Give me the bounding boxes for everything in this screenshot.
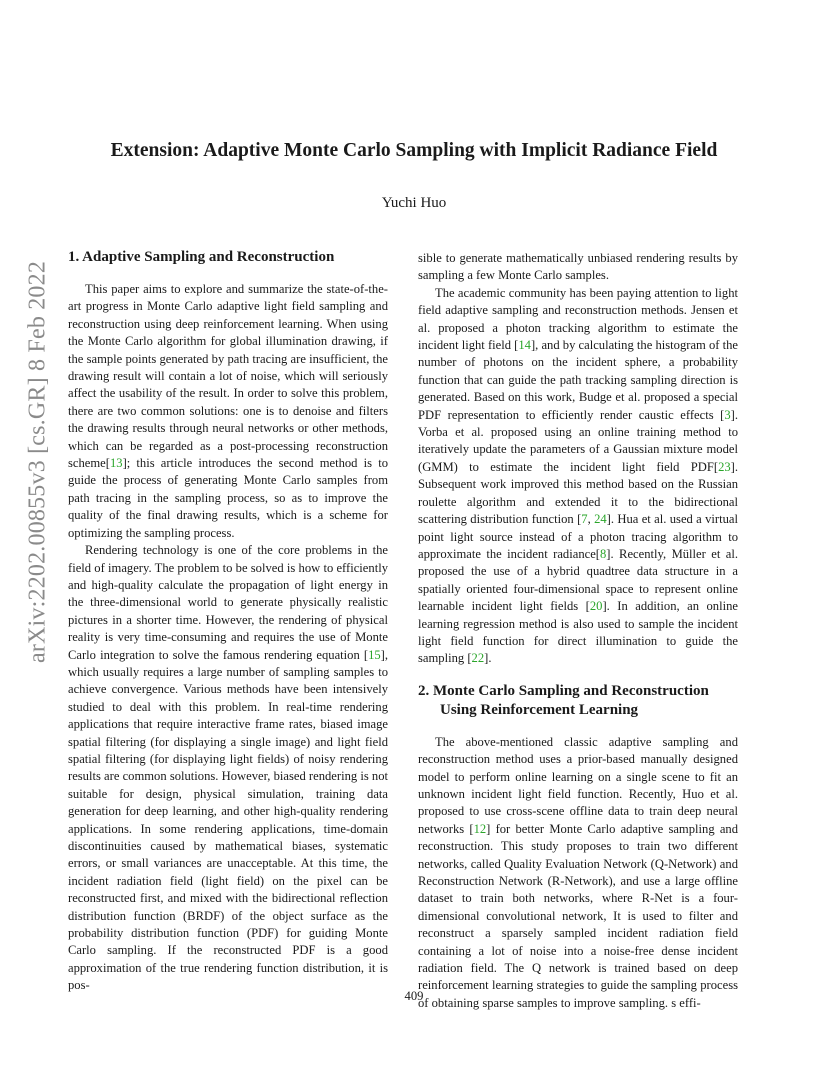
text: ], and by calculating the histogram of the number of photons on the incident sphere, a probability function that can guide the path tracking sampling direction is generated. Based on this work, Budge et al. proposed a special PDF representation to efficiently render caustic effects [ [418,338,739,422]
text: ]. Subsequent work improved this method based on the Russian roulette algorithm and extended it to the bidirectional scattering distribution function [ [418,459,738,527]
citation-link[interactable]: 20 [589,599,603,614]
section-1-heading: 1. Adaptive Sampling and Reconstruction [68,249,335,265]
citation-link[interactable]: 3 [724,407,731,422]
section-2-heading: 2. Monte Carlo Sampling and Reconstruction Using Reinforcement Learning [418,682,709,718]
paragraph [68,542,388,995]
citation-link[interactable]: 8 [600,546,607,561]
text: The above-mentioned classic adaptive sampling and reconstruction method uses a prior-based manually designed model to perform online learning on a single scene to fit an unknown incident light field function. Recently, Huo et al. proposed to use cross-scene offline data to train deep neural networks [ [418,734,738,836]
citation-link[interactable]: 13 [109,456,123,471]
right-column [418,250,738,1012]
citation-link[interactable]: 24 [594,512,607,527]
paragraph [418,734,738,1013]
text: This paper aims to explore and summarize the state-of-the-art progress in Monte Carlo adaptive light field sampling and reconstruction using deep reinforcement learning. When using the Monte Carlo algorithm for global illumination drawing, if the sample points generated by path tracing are insufficient, the drawing result will contain a lot of noise, which will seriously affect the usability of the result. In order to solve this problem, there are two common solutions: one is to denoise and filters the drawing results through neural networks or other methods, which can be regarded as a post-processing reconstruction scheme[ [68,282,388,471]
text: ]. Recently, Müller et al. proposed the use of a hybrid quadtree data structure in a spatially oriented four-dimensional space to represent online learnable incident light fields [ [418,546,738,614]
arxiv-id-text: arXiv:2202.00855v3 [cs.GR] 8 Feb 2022 [24,260,51,664]
text: ]. In addition, an online learning regression method is also used to sample the incident light field function for direct illumination to guide the sampling [ [418,599,738,666]
left-column [68,248,388,995]
text: ] for better Monte Carlo adaptive sampling and reconstruction. This study proposes to train two different networks, called Quality Evaluation Network (Q-Network) and Reconstruction Network (R-Network), and use a large offline dataset to train both networks, where R-Net is a four-dimensional convolutional network, It is used to filter and reconstruct a sparsely sampled incident radiation field containing a lot of noise into a noise-free dense incident radiation field. The Q network is trained based on deep reinforcement learning strategies to guide the sampling process of obtaining sparse samples to improve sampling. s effi- [418,821,739,1010]
page-number: 409 [404,989,424,1003]
text: The academic community has been paying attention to light field adaptive sampling and reconstruction methods. Jensen et al. proposed a photon tracking algorithm to estimate the incident light field [ [418,285,738,353]
text: , [587,512,595,527]
paragraph: sible to generate mathematically unbiased rendering results by sampling a few Monte Carlo samples. [418,251,738,283]
citation-link[interactable]: 12 [473,821,487,836]
text: Rendering technology is one of the core problems in the field of imagery. The problem to be solved is how to efficiently and high-quality calculate the propagation of light energy in the three-dimensional world to generate physically realistic pictures in a shorter time. However, the rendering of physical reality is very time-consuming and requires the use of Monte Carlo integration to solve the famous rendering equation [ [68,543,388,662]
text: ], which usually requires a large number of sampling samples to achieve convergence. Various methods have been intensively studied to deal with this problem. In real-time rendering applications that require interactive frame rates, biased image spatial filtering (for displaying a single image) and light field spatial filtering (for displaying light fields) of noisy rendering results are common solutions. However, biased rendering is not suitable for design, physical simulation, training data generation for deep learning, and other high-quality rendering applications. In some rendering applications, time-domain discontinuities caused by mathematical biases, systematic errors, or small variances are unacceptable. At this time, the incident radiation field (light field) on the pixel can be reconstructed first, and mixed with the bidirectional reflection distribution function (BRDF) of the object surface as the probability distribution function (PDF) for guiding Monte Carlo sampling. If the reconstructed PDF is a good approximation of the true rendering function distribution, it is pos- [68,647,388,993]
paragraph [418,285,738,668]
text: ]. [484,651,492,666]
author-name: Yuchi Huo [381,195,447,211]
citation-link[interactable]: 15 [368,647,381,662]
text: ]. Hua et al. used a virtual point light source instead of a photon tracing algorithm to approximate the incident radiance[ [418,512,739,561]
citation-link[interactable]: 7 [581,512,588,527]
citation-link[interactable]: 22 [471,651,485,666]
citation-link[interactable]: 23 [718,459,731,474]
paper-title: Extension: Adaptive Monte Carlo Sampling with Implicit Radiance Field [110,140,718,161]
paragraph [68,281,388,542]
arxiv-identifier[interactable] [25,261,52,663]
citation-link[interactable]: 14 [518,338,531,353]
text: ]. Vorba et al. proposed using an online training method to iteratively update the parameters of a Gaussian mixture model (GMM) to estimate the incident light field PDF[ [418,407,738,474]
text: ]; this article introduces the second method is to guide the process of generating Monte Carlo samples from path tracing in the sampling process, so as to improve the quality of the final drawing results, which is a scheme for optimizing the sampling process. [68,456,388,540]
